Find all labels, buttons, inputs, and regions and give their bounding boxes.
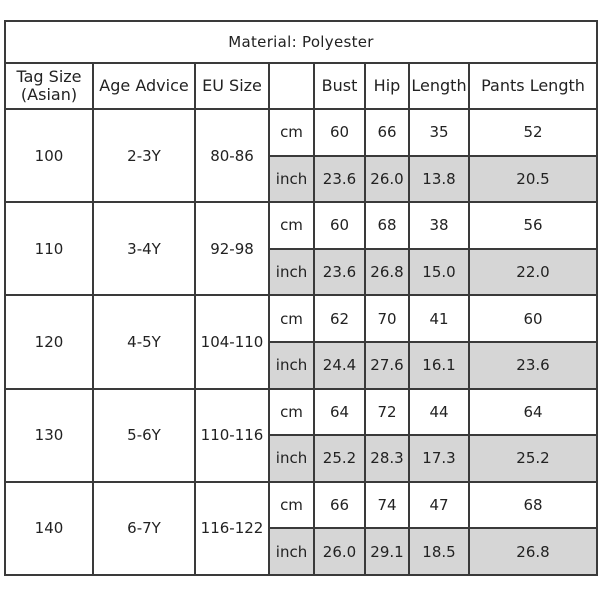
- tag-size-cell: 130: [5, 389, 93, 482]
- bust-inch-cell: 23.6: [314, 249, 365, 296]
- header-pants-length: Pants Length: [469, 63, 597, 109]
- header-age-advice: Age Advice: [93, 63, 195, 109]
- bust-cm-cell: 62: [314, 295, 365, 342]
- pants-length-cm-cell: 52: [469, 109, 597, 156]
- length-inch-cell: 13.8: [409, 156, 469, 203]
- pants-length-inch-cell: 25.2: [469, 435, 597, 482]
- bust-inch-cell: 26.0: [314, 528, 365, 575]
- pants-length-cm-cell: 56: [469, 202, 597, 249]
- tag-size-cell: 120: [5, 295, 93, 388]
- length-cm-cell: 38: [409, 202, 469, 249]
- eu-size-cell: 92-98: [195, 202, 269, 295]
- pants-length-cm-cell: 68: [469, 482, 597, 529]
- bust-cm-cell: 60: [314, 109, 365, 156]
- table-row: [5, 295, 597, 342]
- header-hip: Hip: [365, 63, 409, 109]
- length-inch-cell: 15.0: [409, 249, 469, 296]
- hip-inch-cell: 28.3: [365, 435, 409, 482]
- header-eu-size: EU Size: [195, 63, 269, 109]
- tag-size-cell: 100: [5, 109, 93, 202]
- pants-length-inch-cell: 22.0: [469, 249, 597, 296]
- hip-cm-cell: 68: [365, 202, 409, 249]
- bust-inch-cell: 23.6: [314, 156, 365, 203]
- unit-cm-cell: cm: [269, 202, 314, 249]
- table-row: [5, 482, 597, 529]
- unit-cm-cell: cm: [269, 389, 314, 436]
- length-cm-cell: 47: [409, 482, 469, 529]
- pants-length-inch-cell: 26.8: [469, 528, 597, 575]
- hip-inch-cell: 27.6: [365, 342, 409, 389]
- length-inch-cell: 16.1: [409, 342, 469, 389]
- table-row: [5, 389, 597, 436]
- length-cm-cell: 35: [409, 109, 469, 156]
- length-inch-cell: 17.3: [409, 435, 469, 482]
- hip-inch-cell: 29.1: [365, 528, 409, 575]
- eu-size-cell: 104-110: [195, 295, 269, 388]
- unit-inch-cell: inch: [269, 156, 314, 203]
- age-advice-cell: 6-7Y: [93, 482, 195, 575]
- table-row: [5, 202, 597, 249]
- length-cm-cell: 44: [409, 389, 469, 436]
- hip-cm-cell: 66: [365, 109, 409, 156]
- age-advice-cell: 3-4Y: [93, 202, 195, 295]
- hip-cm-cell: 74: [365, 482, 409, 529]
- length-inch-cell: 18.5: [409, 528, 469, 575]
- unit-inch-cell: inch: [269, 528, 314, 575]
- eu-size-cell: 80-86: [195, 109, 269, 202]
- header-tag-size-line2: (Asian): [20, 85, 78, 104]
- length-cm-cell: 41: [409, 295, 469, 342]
- unit-inch-cell: inch: [269, 435, 314, 482]
- bust-inch-cell: 24.4: [314, 342, 365, 389]
- table-title: Material: Polyester: [5, 21, 597, 63]
- size-chart: [4, 20, 596, 576]
- bust-cm-cell: 60: [314, 202, 365, 249]
- unit-cm-cell: cm: [269, 295, 314, 342]
- age-advice-cell: 4-5Y: [93, 295, 195, 388]
- header-bust: Bust: [314, 63, 365, 109]
- unit-cm-cell: cm: [269, 109, 314, 156]
- hip-cm-cell: 70: [365, 295, 409, 342]
- pants-length-cm-cell: 64: [469, 389, 597, 436]
- hip-inch-cell: 26.8: [365, 249, 409, 296]
- hip-inch-cell: 26.0: [365, 156, 409, 203]
- bust-cm-cell: 66: [314, 482, 365, 529]
- eu-size-cell: 116-122: [195, 482, 269, 575]
- hip-cm-cell: 72: [365, 389, 409, 436]
- size-table: [4, 20, 598, 576]
- pants-length-cm-cell: 60: [469, 295, 597, 342]
- age-advice-cell: 5-6Y: [93, 389, 195, 482]
- bust-cm-cell: 64: [314, 389, 365, 436]
- eu-size-cell: 110-116: [195, 389, 269, 482]
- header-tag-size-line1: Tag Size: [16, 67, 82, 86]
- header-unit: [269, 63, 314, 109]
- unit-inch-cell: inch: [269, 342, 314, 389]
- unit-inch-cell: inch: [269, 249, 314, 296]
- pants-length-inch-cell: 20.5: [469, 156, 597, 203]
- unit-cm-cell: cm: [269, 482, 314, 529]
- tag-size-cell: 110: [5, 202, 93, 295]
- header-row: [5, 63, 597, 109]
- bust-inch-cell: 25.2: [314, 435, 365, 482]
- pants-length-inch-cell: 23.6: [469, 342, 597, 389]
- age-advice-cell: 2-3Y: [93, 109, 195, 202]
- table-row: [5, 109, 597, 156]
- header-length: Length: [409, 63, 469, 109]
- header-tag-size: [5, 63, 93, 109]
- tag-size-cell: 140: [5, 482, 93, 575]
